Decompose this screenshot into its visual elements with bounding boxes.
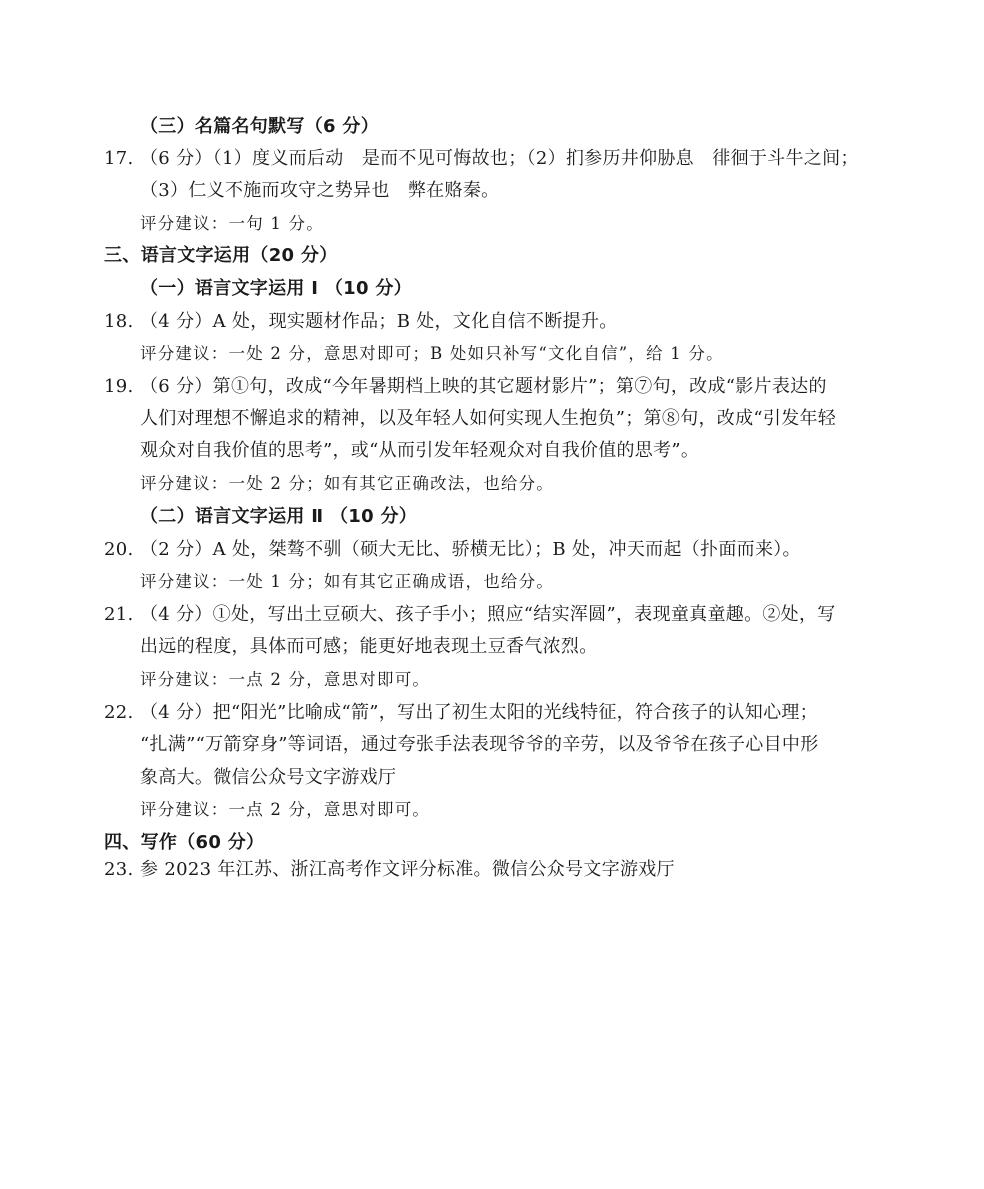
question-number-18: 18. [104, 311, 134, 332]
answer-19-line-3: 观众对自我价值的思考”，或“从而引发年轻观众对自我价值的思考”。 [140, 440, 700, 461]
answer-21-line-2: 出远的程度，具体而可感；能更好地表现土豆香气浓烈。 [140, 636, 598, 657]
question-number-21: 21. [104, 604, 134, 625]
scoring-note-18: 评分建议：一处 2 分，意思对即可；B 处如只补写“文化自信”，给 1 分。 [140, 344, 724, 363]
answer-19-line-2: 人们对理想不懈追求的精神，以及年轻人如何实现人生抱负”；第⑧句，改成“引发年轻 [140, 408, 837, 429]
question-number-22: 22. [104, 702, 134, 723]
answer-22-line-2: “扎满”“万箭穿身”等词语，通过夸张手法表现爷爷的辛劳，以及爷爷在孩子心目中形 [140, 734, 819, 755]
scoring-note-20: 评分建议：一处 1 分；如有其它正确成语，也给分。 [140, 572, 554, 591]
scoring-note-19: 评分建议：一处 2 分；如有其它正确改法，也给分。 [140, 474, 554, 493]
section-heading-language-use: 三、语言文字运用（20 分） [104, 245, 338, 266]
question-number-23: 23. [104, 859, 134, 880]
subsection-heading-language-use-2: （二）语言文字运用 Ⅱ （10 分） [140, 506, 418, 527]
answer-17-line-2: （3）仁义不施而攻守之势异也 弊在赂秦。 [140, 180, 500, 201]
answer-22-line-3: 象高大。微信公众号文字游戏厅 [140, 767, 397, 788]
answer-23-line-1: 参 2023 年江苏、浙江高考作文评分标准。微信公众号文字游戏厅 [140, 859, 675, 880]
scoring-note-22: 评分建议：一点 2 分，意思对即可。 [140, 800, 431, 819]
section-heading-writing: 四、写作（60 分） [104, 832, 265, 853]
section-heading-famous-quotes: （三）名篇名句默写（6 分） [140, 116, 379, 137]
answer-19-line-1: （6 分）第①句，改成“今年暑期档上映的其它题材影片”；第⑦句，改成“影片表达的 [140, 376, 827, 397]
scoring-note-21: 评分建议：一点 2 分，意思对即可。 [140, 670, 431, 689]
question-number-20: 20. [104, 539, 134, 560]
scoring-note-17: 评分建议：一句 1 分。 [140, 214, 324, 233]
question-number-19: 19. [104, 376, 134, 397]
answer-22-line-1: （4 分）把“阳光”比喻成“箭”，写出了初生太阳的光线特征，符合孩子的认知心理； [140, 702, 818, 723]
answer-17-line-1: （6 分）（1）度义而后动 是而不见可悔故也；（2）扪参历井仰胁息 徘徊于斗牛之间； [140, 148, 859, 169]
subsection-heading-language-use-1: （一）语言文字运用 Ⅰ （10 分） [140, 278, 412, 299]
answer-20-line-1: （2 分）A 处，桀骜不驯（硕大无比、骄横无比）；B 处，冲天而起（扑面而来）。 [140, 539, 801, 560]
answer-21-line-1: （4 分）①处，写出土豆硕大、孩子手小；照应“结实浑圆”，表现童真童趣。②处，写 [140, 604, 836, 625]
question-number-17: 17. [104, 148, 134, 169]
answer-18-line-1: （4 分）A 处，现实题材作品；B 处，文化自信不断提升。 [140, 311, 618, 332]
